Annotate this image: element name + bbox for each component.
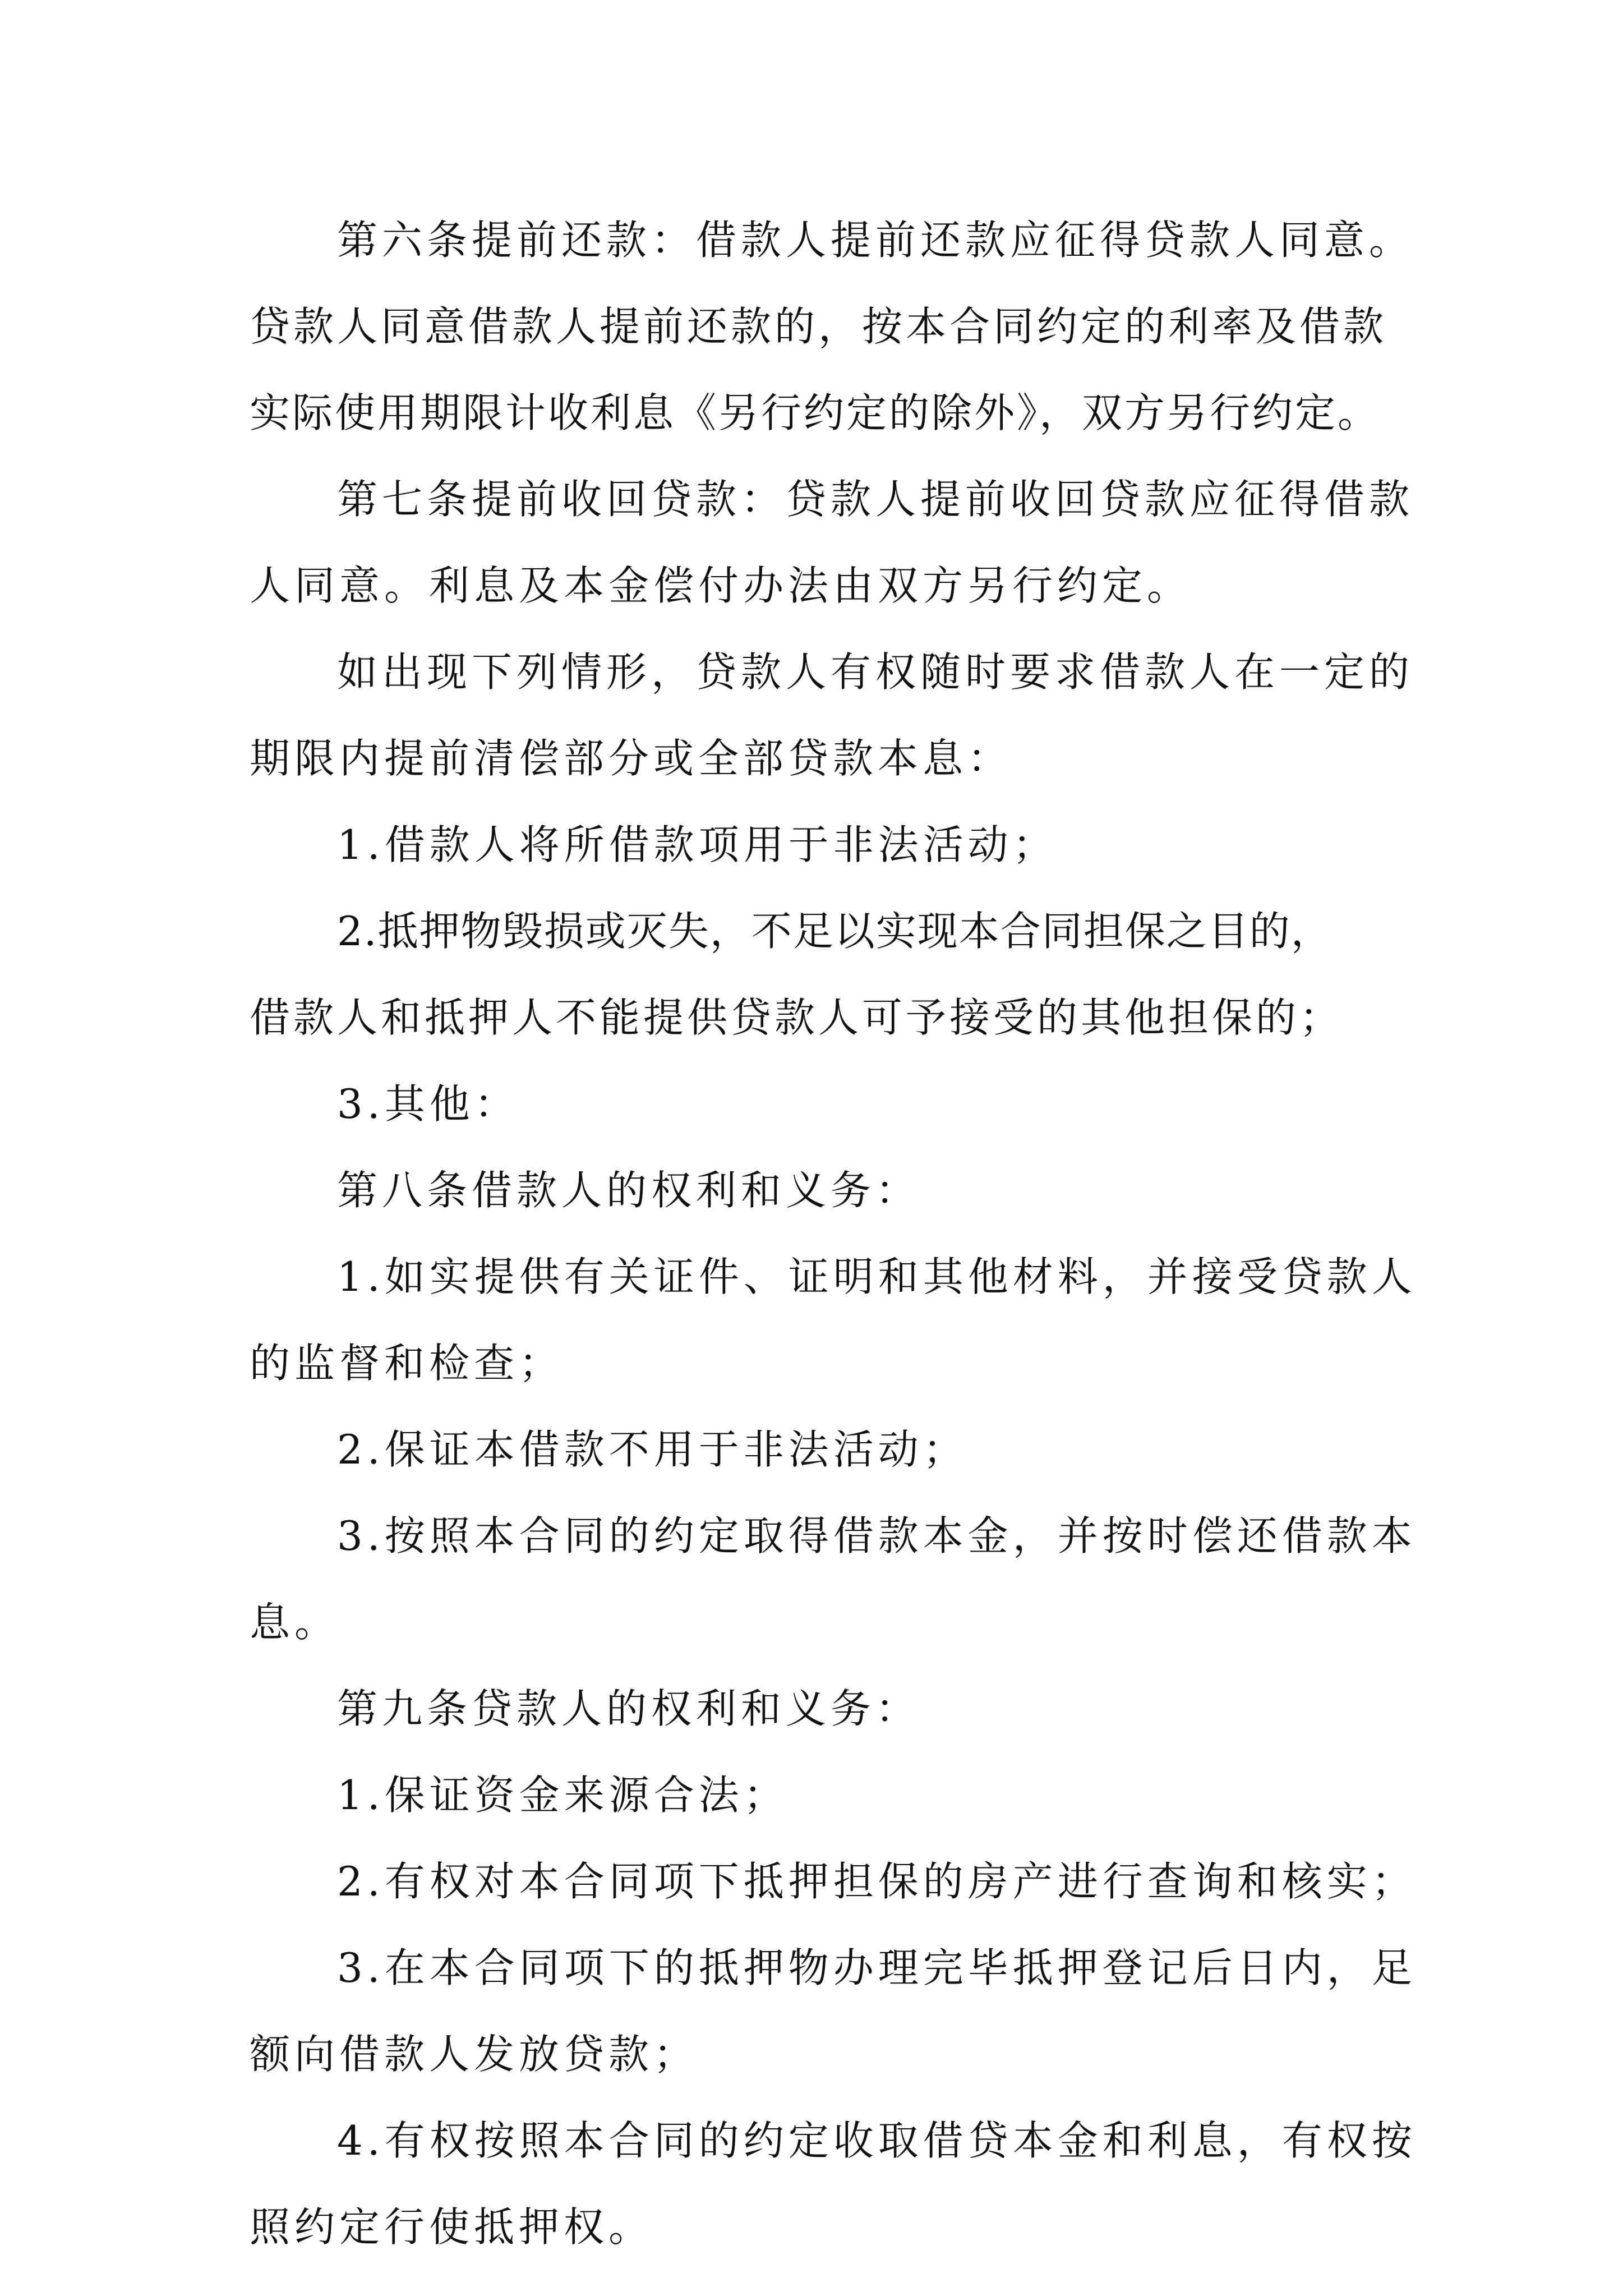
article-9-item-4-line-2: 照约定行使抵押权。	[250, 2203, 654, 2251]
article-7-line-2: 人同意。利息及本金偿付办法由双方另行约定。	[250, 562, 1192, 609]
article-9-item-3-line-2: 额向借款人发放贷款；	[250, 2031, 699, 2078]
condition-item-1: 1.借款人将所借款项用于非法活动；	[337, 821, 1058, 868]
article-7-line-1: 第七条提前收回贷款：贷款人提前收回贷款应征得借款	[337, 476, 1414, 523]
article-9-heading: 第九条贷款人的权利和义务：	[337, 1685, 921, 1732]
article-9-item-3-line-1: 3.在本合同项下的抵押物办理完毕抵押登记后日内，足	[337, 1944, 1417, 1991]
article-9-item-4-line-1: 4.有权按照本合同的约定收取借贷本金和利息，有权按	[337, 2117, 1417, 2164]
condition-item-2-line-2: 借款人和抵押人不能提供贷款人可予接受的其他担保的；	[250, 994, 1344, 1041]
article-8-item-1-line-2: 的监督和检查；	[250, 1340, 564, 1387]
condition-item-3: 3.其他：	[337, 1080, 519, 1128]
article-6-line-1: 第六条提前还款：借款人提前还款应征得贷款人同意。	[337, 217, 1414, 264]
article-6-line-3: 实际使用期限计收利息《另行约定的除外》，双方另行约定。	[250, 389, 1381, 436]
conditions-intro-line-1: 如出现下列情形，贷款人有权随时要求借款人在一定的	[337, 648, 1414, 696]
article-8-heading: 第八条借款人的权利和义务：	[337, 1167, 921, 1214]
article-6-line-2: 贷款人同意借款人提前还款的，按本合同约定的利率及借款	[250, 303, 1387, 350]
conditions-intro-line-2: 期限内提前清偿部分或全部贷款本息：	[250, 735, 1013, 782]
article-8-item-2: 2.保证本借款不用于非法活动；	[337, 1426, 968, 1473]
article-8-item-3-line-2: 息。	[250, 1599, 340, 1646]
article-8-item-3-line-1: 3.按照本合同的约定取得借款本金，并按时偿还借款本	[337, 1512, 1417, 1559]
article-9-item-2: 2.有权对本合同项下抵押担保的房产进行查询和核实；	[337, 1858, 1417, 1905]
article-9-item-1: 1.保证资金来源合法；	[337, 1772, 789, 1819]
condition-item-2-line-1: 2.抵押物毁损或灭失，不足以实现本合同担保之目的，	[337, 908, 1332, 955]
article-8-item-1-line-1: 1.如实提供有关证件、证明和其他材料，并接受贷款人	[337, 1253, 1417, 1300]
